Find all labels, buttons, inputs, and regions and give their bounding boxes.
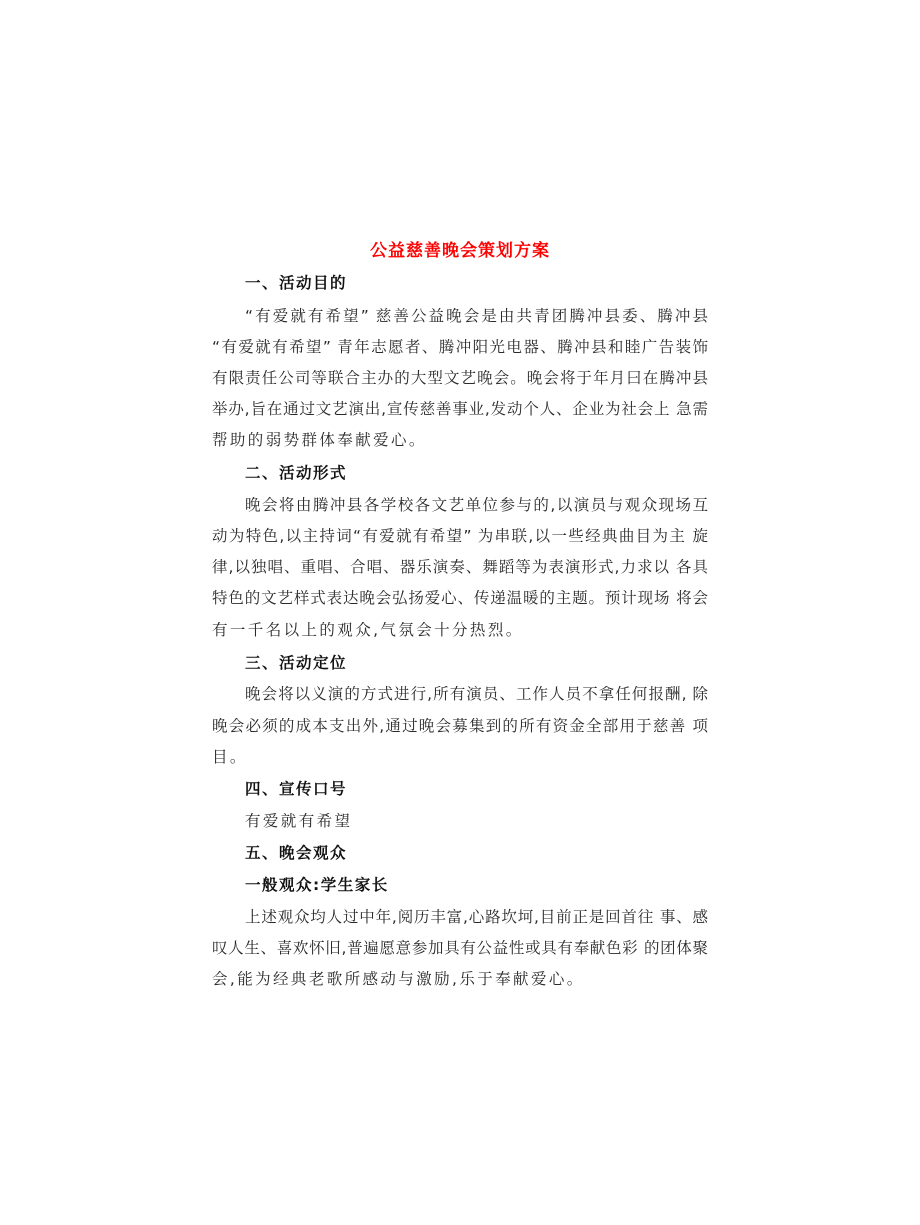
- paragraph-line: 上述观众均人过中年,阅历丰富,心路坎坷,目前正是回首往 事、感: [245, 908, 708, 926]
- paragraph-line: 晚会必须的成本支出外,通过晚会募集到的所有资金全部用于慈善 项: [212, 717, 708, 735]
- paragraph-line: 会,能为经典老歌所感动与激励,乐于奉献爱心。: [212, 970, 585, 988]
- slogan-text: 有爱就有希望: [245, 812, 353, 830]
- section-heading-slogan: 四、宣传口号: [245, 780, 348, 798]
- paragraph-line: “有爱就有希望” 慈善公益晚会是由共青团腾冲县委、腾冲县: [245, 307, 708, 325]
- section-heading-format: 二、活动形式: [245, 464, 348, 482]
- paragraph-line: 有一千名以上的观众,气氛会十分热烈。: [212, 621, 524, 639]
- paragraph-line: “有爱就有希望” 青年志愿者、腾冲阳光电器、腾冲县和睦广告装饰: [212, 338, 708, 356]
- paragraph-line: 特色的文艺样式表达晚会弘扬爱心、传递温暖的主题。预计现场 将会: [212, 589, 708, 607]
- paragraph-line: 举办,旨在通过文艺演出,宣传慈善事业,发动个人、企业为社会上 急需: [212, 400, 708, 418]
- section-heading-purpose: 一、活动目的: [245, 274, 348, 292]
- paragraph-line: 帮助的弱势群体奉献爱心。: [212, 431, 427, 449]
- audience-subheading: 一般观众:学生家长: [245, 876, 389, 894]
- paragraph-line: 律,以独唱、重唱、合唱、器乐演奏、舞蹈等为表演形式,力求以 各具: [212, 558, 708, 576]
- section-heading-positioning: 三、活动定位: [245, 654, 348, 672]
- paragraph-line: 晚会将以义演的方式进行,所有演员、工作人员不拿任何报酬, 除: [245, 685, 708, 703]
- paragraph-line: 有限责任公司等联合主办的大型文艺晚会。晚会将于年月曰在腾冲县: [212, 369, 708, 387]
- paragraph-line: 叹人生、喜欢怀旧,普遍愿意参加具有公益性或具有奉献色彩 的团体聚: [212, 939, 708, 957]
- paragraph-line: 目。: [212, 748, 248, 766]
- paragraph-line: 动为特色,以主持词“有爱就有希望” 为串联,以一些经典曲目为主 旋: [212, 527, 708, 545]
- paragraph-line: 晚会将由腾冲县各学校各文艺单位参与的,以演员与观众现场互: [245, 496, 708, 514]
- section-heading-audience: 五、晚会观众: [245, 844, 348, 862]
- document-title: 公益慈善晚会策划方案: [370, 241, 550, 261]
